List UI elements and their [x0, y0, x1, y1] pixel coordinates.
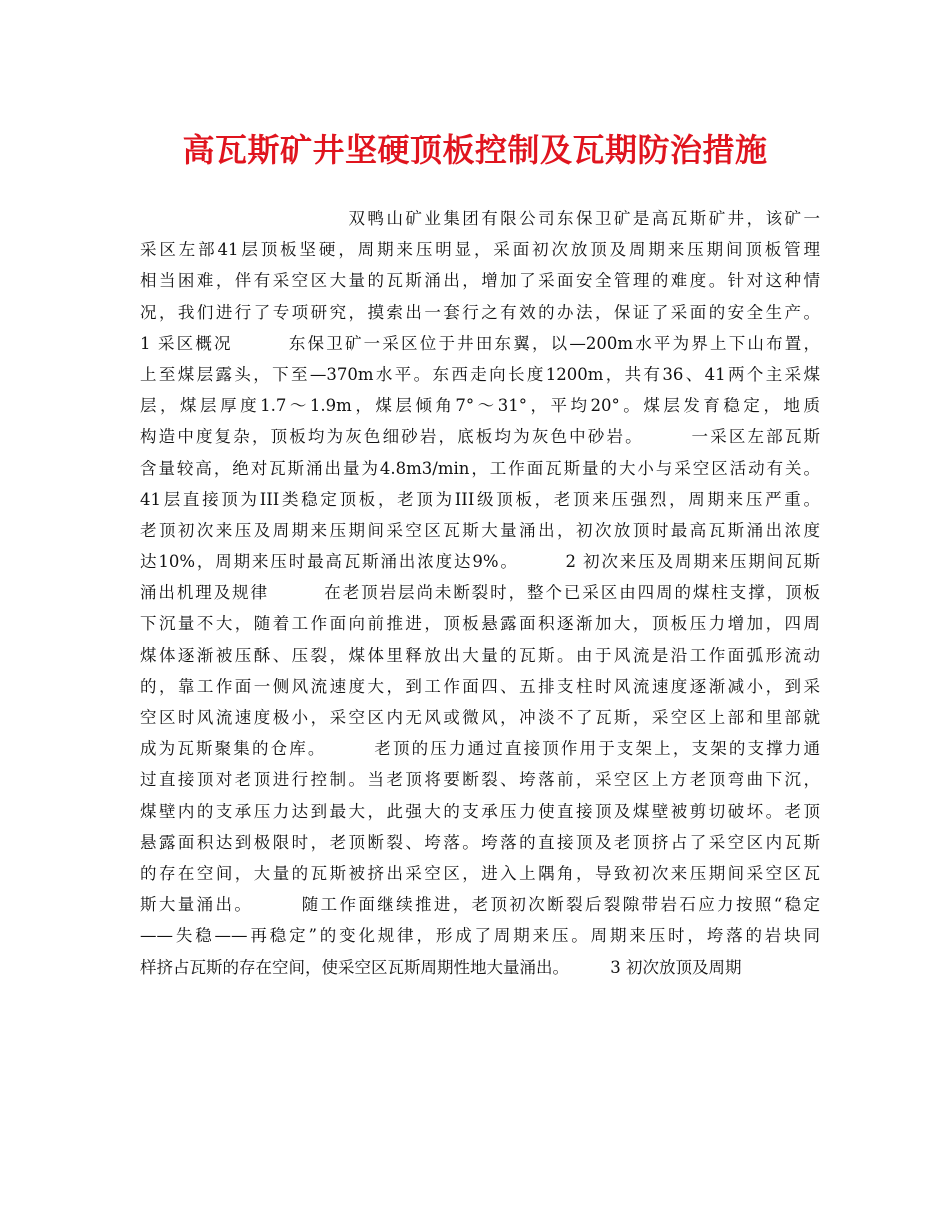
body-line: 层，煤层厚度1.7～1.9m，煤层倾角7°～31°，平均20°。煤层发育稳定，地质	[140, 396, 820, 416]
body-line: 采区左部41层顶板坚硬，周期来压明显，采面初次放顶及周期来压期间顶板管理	[140, 240, 820, 260]
body-line: 老顶初次来压及周期来压期间采空区瓦斯大量涌出，初次放顶时最高瓦斯涌出浓度	[140, 520, 820, 540]
body-line: 含量较高，绝对瓦斯涌出量为4.8m3/min，工作面瓦斯量的大小与采空区活动有关。	[140, 458, 820, 478]
document-body	[140, 203, 820, 983]
body-line: 上至煤层露头，下至—370m水平。东西走向长度1200m，共有36、41两个主采煤	[140, 364, 820, 384]
body-line: 斯大量涌出。 随工作面继续推进，老顶初次断裂后裂隙带岩石应力按照“稳定	[140, 895, 820, 915]
body-line: 下沉量不大，随着工作面向前推进，顶板悬露面积逐渐加大，顶板压力增加，四周	[140, 614, 820, 634]
body-line: 构造中度复杂，顶板均为灰色细砂岩，底板均为灰色中砂岩。 一采区左部瓦斯	[140, 427, 820, 447]
body-line: 煤壁内的支承压力达到最大，此强大的支承压力使直接顶及煤壁被剪切破坏。老顶	[140, 801, 820, 821]
body-line: 相当困难，伴有采空区大量的瓦斯涌出，增加了采面安全管理的难度。针对这种情	[140, 271, 820, 291]
body-line: 过直接顶对老顶进行控制。当老顶将要断裂、垮落前，采空区上方老顶弯曲下沉，	[140, 770, 820, 790]
body-line: 的存在空间，大量的瓦斯被挤出采空区，进入上隅角，导致初次来压期间采空区瓦	[140, 863, 820, 883]
body-line: 涌出机理及规律 在老顶岩层尚未断裂时，整个已采区由四周的煤柱支撑，顶板	[140, 583, 820, 603]
body-line: ——失稳——再稳定”的变化规律，形成了周期来压。周期来压时，垮落的岩块同	[140, 926, 820, 946]
body-line: 41层直接顶为III类稳定顶板，老顶为III级顶板，老顶来压强烈，周期来压严重。	[140, 489, 820, 509]
body-line: 成为瓦斯聚集的仓库。 老顶的压力通过直接顶作用于支架上，支架的支撑力通	[140, 739, 820, 759]
body-line: 的，靠工作面一侧风流速度大，到工作面四、五排支柱时风流速度逐渐减小，到采	[140, 676, 820, 696]
body-line: 双鸭山矿业集团有限公司东保卫矿是高瓦斯矿井，该矿一	[140, 209, 820, 228]
body-line: 样挤占瓦斯的存在空间，使采空区瓦斯周期性地大量涌出。 3 初次放顶及周期	[140, 957, 742, 977]
body-line: 空区时风流速度极小，采空区内无风或微风，冲淡不了瓦斯，采空区上部和里部就	[140, 708, 820, 727]
body-line: 煤体逐渐被压酥、压裂，煤体里释放出大量的瓦斯。由于风流是沿工作面弧形流动	[140, 645, 820, 665]
body-line: 1 采区概况 东保卫矿一采区位于井田东翼，以—200m水平为界上下山布置，	[140, 333, 820, 353]
document-title: 高瓦斯矿井坚硬顶板控制及瓦期防治措施	[182, 131, 768, 169]
body-line: 况，我们进行了专项研究，摸索出一套行之有效的办法，保证了采面的安全生产。	[140, 302, 820, 322]
body-line: 达10%，周期来压时最高瓦斯涌出浓度达9%。 2 初次来压及周期来压期间瓦斯	[140, 552, 820, 572]
body-line: 悬露面积达到极限时，老顶断裂、垮落。垮落的直接顶及老顶挤占了采空区内瓦斯	[140, 832, 820, 852]
